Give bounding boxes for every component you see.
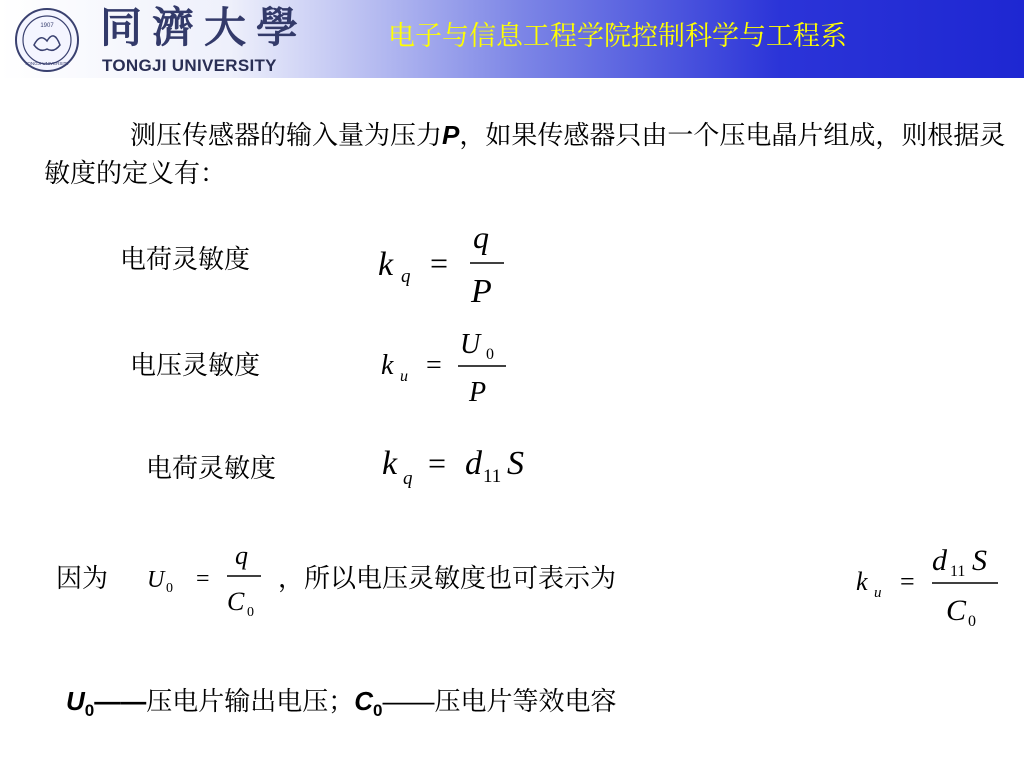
legend-c-symbol: C — [354, 686, 374, 716]
legend-c-sub: 0 — [373, 701, 383, 720]
formula-lhs: k — [381, 350, 394, 381]
formula-lhs-sub: q — [403, 468, 413, 489]
formula-lhs-sub: u — [874, 585, 882, 601]
formula-rhs-tail: S — [507, 445, 524, 482]
legend-u-dash: —— — [94, 686, 147, 716]
formula-lhs-sub: u — [400, 368, 408, 385]
formula-numerator: q — [235, 541, 248, 570]
formula-lhs: k — [856, 567, 868, 596]
formula-denominator: P — [471, 273, 492, 310]
intro-text-1: 测压传感器的输入量为压力 — [130, 121, 443, 151]
formula-lhs-sub: q — [401, 266, 411, 287]
legend-u-text: 压电片输出电压； — [146, 687, 355, 717]
formula-numerator: U — [460, 329, 481, 360]
formula-equals: = — [196, 566, 210, 592]
formula-numerator-sub: 0 — [486, 346, 494, 363]
formula-lhs-sub: 0 — [166, 581, 173, 596]
charge-sensitivity-label: 电荷灵敏度 — [120, 245, 251, 275]
formula-denominator: P — [469, 377, 487, 408]
formula-equals: = — [430, 245, 449, 281]
intro-paragraph — [44, 116, 1019, 193]
legend-u-sub: 0 — [84, 701, 95, 720]
formula-equals: = — [426, 350, 442, 381]
university-logo-english: TONGJI UNIVERSITY — [102, 56, 277, 75]
formula-equals: = — [428, 445, 447, 481]
voltage-capacitance-formula — [143, 540, 273, 626]
formula-denominator: C — [946, 594, 967, 627]
formula-denominator: C — [227, 587, 245, 616]
formula-rhs-sub: 11 — [483, 466, 502, 487]
seal-text: TONGJI UNIVERSITY — [24, 61, 70, 66]
slide-header — [0, 0, 1024, 78]
formula-lhs: k — [378, 246, 394, 283]
legend-u-symbol: U — [66, 686, 85, 716]
charge-sensitivity-label-2: 电荷灵敏度 — [146, 454, 277, 484]
formula-numerator: d — [932, 544, 947, 577]
seal-year: 1907 — [40, 23, 54, 29]
formula-rhs: d — [465, 445, 482, 482]
formula-numerator: q — [473, 219, 489, 255]
voltage-sensitivity-alt-formula — [852, 540, 1012, 635]
voltage-sensitivity-formula — [376, 326, 536, 416]
formula-lhs: k — [382, 445, 398, 482]
legend-c-text: 压电片等效电容 — [434, 687, 617, 717]
intro-text-2: ，如果传感器只由一个压电晶片组成，则根据灵敏度的定义有： — [44, 121, 1006, 189]
formula-numerator-tail: S — [972, 544, 987, 577]
legend-c-dash: —— — [382, 686, 435, 716]
department-title: 电子与信息工程学院控制科学与工程系 — [388, 21, 847, 52]
formula-denominator-sub: 0 — [968, 613, 976, 630]
so-text: ，所以电压灵敏度也可表示为 — [278, 564, 617, 594]
intro-variable-p: P — [442, 120, 460, 150]
university-seal-icon — [14, 7, 80, 73]
formula-numerator-sub: 11 — [950, 563, 966, 580]
voltage-sensitivity-label: 电压灵敏度 — [130, 351, 261, 381]
charge-sensitivity-piezo-formula — [376, 440, 556, 496]
formula-equals: = — [900, 567, 915, 596]
university-logo-chinese: 同濟大學 — [100, 3, 309, 52]
charge-sensitivity-formula — [370, 218, 530, 318]
symbol-legend — [66, 683, 617, 729]
formula-denominator-sub: 0 — [247, 605, 254, 620]
formula-lhs: U — [147, 567, 165, 593]
because-prefix: 因为 — [56, 564, 109, 594]
